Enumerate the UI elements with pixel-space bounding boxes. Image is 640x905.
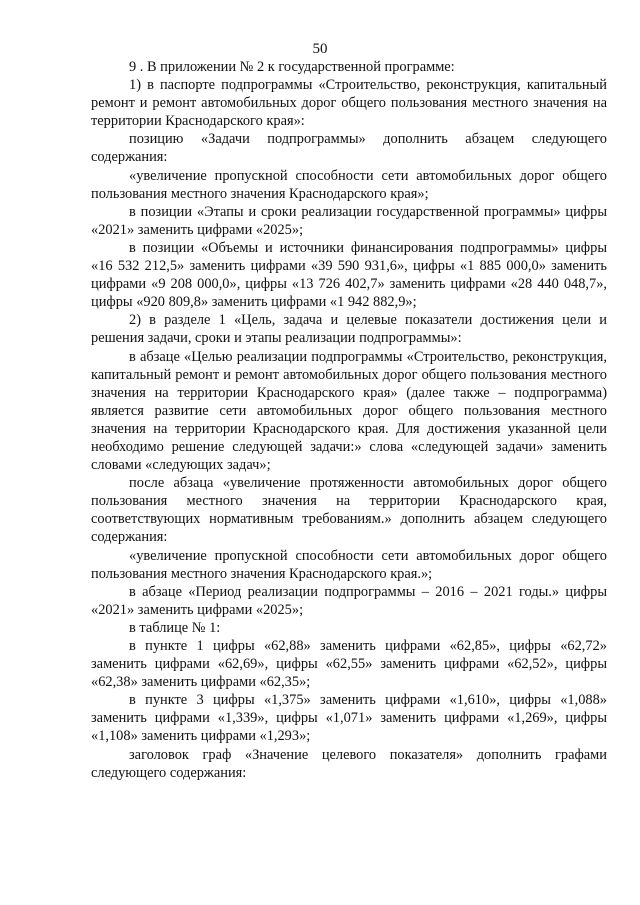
paragraph-section-1: 2) в разделе 1 «Цель, задача и целевые показатели достижения цели и решения задачи, сроки и этапы реализации подпрограммы»: [91, 312, 607, 347]
paragraph-column-header: заголовок граф «Значение целевого показателя» дополнить графами следующего содержания: [91, 746, 607, 781]
page-number: 50 [312, 41, 328, 57]
document-body [91, 58, 607, 782]
paragraph-quote-capacity-2: «увеличение пропускной способности сети автомобильных дорог общего пользования местного значения Краснодарского края.»; [91, 547, 607, 582]
paragraph-quote-capacity: «увеличение пропускной способности сети автомобильных дорог общего пользования местного значения Краснодарского края»; [91, 167, 607, 202]
paragraph-goal-abzac: в абзаце «Целью реализации подпрограммы «Строительство, реконструкция, капитальный ремонт и ремонт автомобильных дорог общего пользования местного значения на территории Краснодарского края» (далее также – подпрограмма) является развитие сети автомобильных дорог общего пользования местного значения на территории Краснодарского края. Для достижения указанной цели необходимо решение следующей задачи:» слова «следующей задачи» заменить словами «следующих задач»; [91, 348, 607, 474]
paragraph-funding-volumes: в позиции «Объемы и источники финансирования подпрограммы» цифры «16 532 212,5» заменить цифрами «39 590 931,6», цифры «1 885 000,0» заменить цифрами «9 208 000,0», цифры «13 726 402,7» заменить цифрами «28 440 048,7», цифры «920 809,8» заменить цифрами «1 942 882,9»; [91, 239, 607, 311]
paragraph-period: в абзаце «Период реализации подпрограммы – 2016 – 2021 годы.» цифры «2021» заменить цифрами «2025»; [91, 583, 607, 618]
paragraph-passport: 1) в паспорте подпрограммы «Строительство, реконструкция, капитальный ремонт и ремонт автомобильных дорог общего пользования местного значения на территории Краснодарского края»: [91, 77, 607, 130]
paragraph-point-1: в пункте 1 цифры «62,88» заменить цифрами «62,85», цифры «62,72» заменить цифрами «62,69», цифры «62,55» заменить цифрами «62,52», цифры «62,38» заменить цифрами «62,35»; [91, 638, 607, 691]
paragraph-table-1: в таблице № 1: [129, 619, 221, 636]
paragraph-point-3: в пункте 3 цифры «1,375» заменить цифрами «1,610», цифры «1,088» заменить цифрами «1,339», цифры «1,071» заменить цифрами «1,269», цифры «1,108» заменить цифрами «1,293»; [91, 692, 607, 745]
paragraph-after-abzac: после абзаца «увеличение протяженности автомобильных дорог общего пользования местного значения на территории Краснодарского края, соответствующих нормативным требованиям.» дополнить абзацем следующего содержания: [91, 475, 607, 546]
paragraph-tasks-position: позицию «Задачи подпрограммы» дополнить абзацем следующего содержания: [91, 131, 607, 166]
paragraph-item-9: 9 . В приложении № 2 к государственной программе: [129, 59, 455, 75]
paragraph-stages-terms: в позиции «Этапы и сроки реализации государственной программы» цифры «2021» заменить цифрами «2025»; [91, 203, 607, 238]
